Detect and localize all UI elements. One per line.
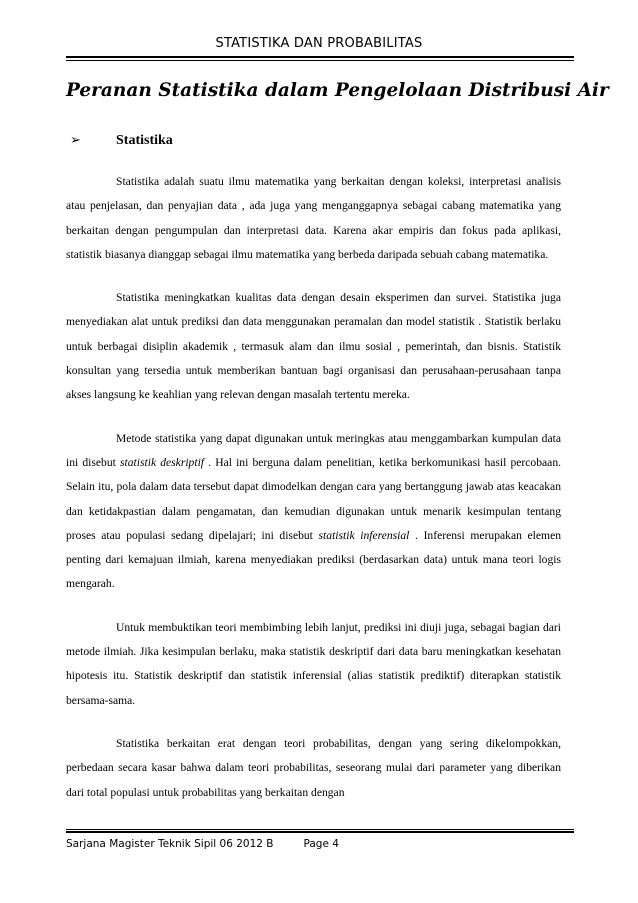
page-footer (66, 838, 339, 850)
page-number: Page 4 (303, 838, 339, 850)
page-title: Peranan Statistika dalam Pengelolaan Distribusi Air (66, 80, 609, 101)
section-heading (70, 133, 173, 149)
paragraph-3-part-1: Metode statistika yang dapat digunakan untuk meringkas atau menggambarkan kumpulan data ini disebut (66, 431, 561, 469)
paragraph-3-part-3: . Inferensi merupakan elemen penting dari kemajuan ilmiah, karena menyediakan prediksi (berdasarkan data) untuk mana teori logis mengarah. (66, 528, 562, 591)
section-heading-text: Statistika (116, 133, 173, 148)
paragraph-5: Statistika berkaitan erat dengan teori probabilitas, dengan yang sering dikelompokkan, perbedaan secara kasar bahwa dalam teori probabilitas, seseorang mulai dari parameter yang diberikan dari total populasi untuk probabilitas yang berkaitan dengan (66, 736, 561, 799)
term-statistik-inferensial: statistik inferensial (318, 528, 410, 542)
paragraph-4: Untuk membuktikan teori membimbing lebih lanjut, prediksi ini diuji juga, sebagai bagian dari metode ilmiah. Jika kesimpulan berlaku, maka statistik deskriptif dari data baru meningkatkan kesehatan hipotesis itu. Statistik deskriptif dan statistik inferensial (alias statistik prediktif) diterapkan statistik bersama-sama. (66, 620, 561, 707)
paragraph-2: Statistika meningkatkan kualitas data dengan desain eksperimen dan survei. Statistika juga menyediakan alat untuk prediksi dan data menggunakan peramalan dan model statistik . Statistik berlaku untuk berbagai disiplin akademik , termasuk alam dan ilmu sosial , pemerintah, dan bisnis. Statistik konsultan yang tersedia untuk memberikan bantuan bagi organisasi dan perusahaan-perusahaan tanpa akses langsung ke keahlian yang relevan dengan masalah tertentu mereka. (66, 291, 561, 402)
footer-program: Sarjana Magister Teknik Sipil 06 2012 B (66, 838, 274, 850)
footer-rule (66, 829, 574, 833)
paragraph-1: Statistika adalah suatu ilmu matematika yang berkaitan dengan koleksi, interpretasi analisis atau penjelasan, dan penyajian data , ada juga yang menganggapnya sebagai cabang matematika yang berkaitan dengan pengumpulan dan interpretasi data. Karena akar empiris dan fokus pada aplikasi, statistik biasanya dianggap sebagai ilmu matematika yang berbeda daripada sebuah cabang matematika. (66, 175, 561, 261)
header-rule (66, 56, 574, 61)
term-statistik-deskriptif: statistik deskriptif (120, 455, 205, 469)
paragraph-3 (66, 427, 561, 597)
running-header: STATISTIKA DAN PROBABILITAS (215, 36, 423, 51)
paragraph-3-part-2: . Hal ini berguna dalam penelitian, ketika berkomunikasi hasil percobaan. Selain itu, pola dalam data tersebut dapat dimodelkan dengan cara yang bertanggung jawab atas keacakan dan ketidakpastian dalam pengamatan, dan kemudian digunakan untuk menarik kesimpulan tentang proses atau populasi sedang dipelajari; ini disebut (66, 455, 562, 542)
body-text (66, 170, 561, 824)
arrow-bullet-icon: ➢ (70, 133, 81, 148)
